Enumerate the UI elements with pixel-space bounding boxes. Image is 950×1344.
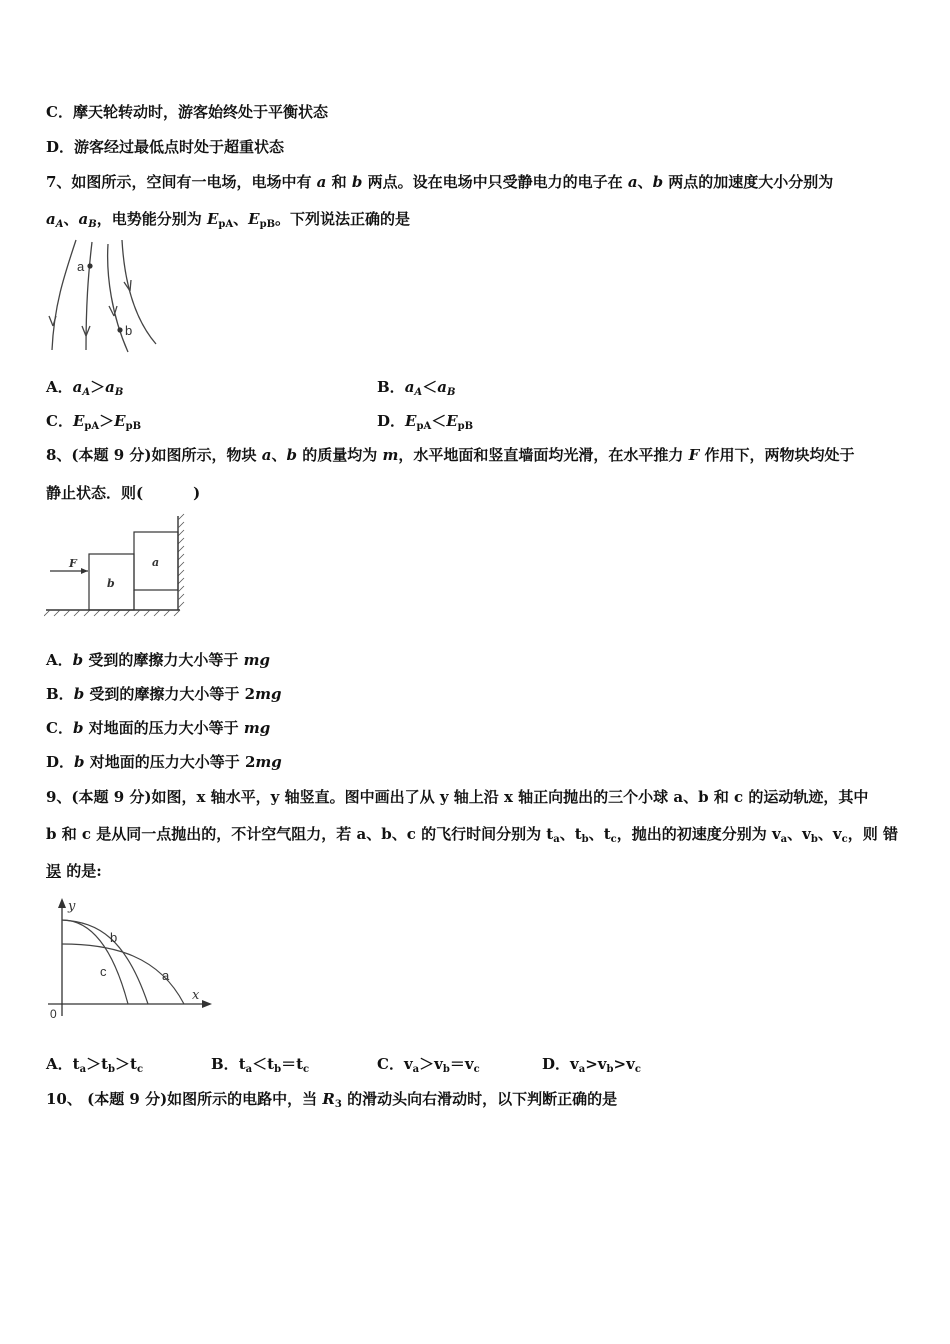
q8-option-c[interactable]: C．b 对地面的压力大小等于 mg [46, 719, 271, 737]
force-arrow-head [81, 568, 88, 574]
q9-option-b[interactable]: B．$t_a<t_b=t_c$ [211, 1055, 310, 1075]
label-y: y [68, 899, 76, 914]
q7-option-d[interactable]: D．$E_{pA}<E_{pB}$ [377, 412, 474, 432]
label-b: b [125, 323, 133, 338]
electric-field-figure [44, 236, 164, 356]
q7-stem-line1: 7、如图所示，空间有一电场，电场中有 a 和 b 两点。设在电场中只受静电力的电子在 a、b 两点的加速度大小分别为 [46, 173, 834, 191]
q9-stem-line2: b 和 c 是从同一点抛出的，不计空气阻力，若 a、b、c 的飞行时间分别为 $t_a$、$t_b$、$t_c$，抛出的初速度分别为 $v_a$、$v_b$、$v_c$，则 错 [46, 825, 898, 845]
q9-option-a[interactable]: A．$t_a>t_b>t_c$ [46, 1055, 144, 1075]
label-b: b [107, 577, 115, 590]
point-a [87, 263, 92, 268]
q7-stem-line2: $a_A$、$a_B$，电势能分别为 $E_{pA}$、$E_{pB}$。下列说法正确的是 [46, 210, 411, 230]
label-b: b [110, 930, 118, 945]
label-x: x [192, 988, 200, 1003]
label-a: a [152, 556, 160, 569]
x-axis-arrow [202, 1000, 212, 1008]
label-origin: 0 [50, 1007, 57, 1021]
q9-stem-line3: 误 的是: [46, 862, 102, 880]
q8-option-d[interactable]: D．b 对地面的压力大小等于 2mg [46, 753, 282, 771]
label-c: c [100, 964, 107, 979]
q6-option-c: C．摩天轮转动时，游客始终处于平衡状态 [46, 103, 328, 121]
label-F: F [69, 557, 77, 570]
blocks-figure [44, 512, 186, 618]
q8-stem-line1: 8、(本题 9 分)如图所示，物块 a、b 的质量均为 m，水平地面和竖直墙面均光滑，在水平推力 F 作用下，两物块均处于 [46, 446, 855, 464]
y-axis-arrow [58, 898, 66, 908]
q7-option-a[interactable]: A．$a_A>a_B$ [46, 378, 124, 398]
q10-stem: 10、 (本题 9 分)如图所示的电路中，当 $R_3$ 的滑动头向右滑动时，以下判断正确的是 [46, 1090, 618, 1110]
point-b [117, 327, 122, 332]
q9-stem-line1: 9、(本题 9 分)如图，x 轴水平，y 轴竖直。图中画出了从 y 轴上沿 x 轴正向抛出的三个小球 a、b 和 c 的运动轨迹，其中 [46, 788, 869, 806]
q7-option-c[interactable]: C．$E_{pA}>E_{pB}$ [46, 412, 142, 432]
ground-hatching [44, 610, 180, 616]
q8-option-b[interactable]: B．b 受到的摩擦力大小等于 2mg [46, 685, 282, 703]
wall-hatching [178, 514, 184, 608]
label-a: a [162, 968, 170, 983]
projectile-figure [44, 894, 216, 1024]
q9-option-c[interactable]: C．$v_a>v_b=v_c$ [377, 1055, 480, 1075]
trajectory-b [62, 920, 148, 1004]
label-a: a [77, 259, 85, 274]
q6-option-d: D．游客经过最低点时处于超重状态 [46, 138, 285, 156]
q9-option-d[interactable]: D．$v_a>v_b>v_c$ [542, 1055, 641, 1075]
q8-option-a[interactable]: A．b 受到的摩擦力大小等于 mg [46, 651, 270, 669]
arrow-head-1 [49, 316, 56, 326]
q7-option-b[interactable]: B．$a_A<a_B$ [377, 378, 456, 398]
q8-stem-line2: 静止状态．则( ) [46, 484, 201, 502]
trajectory-c [62, 920, 128, 1004]
field-line-1 [52, 240, 76, 350]
